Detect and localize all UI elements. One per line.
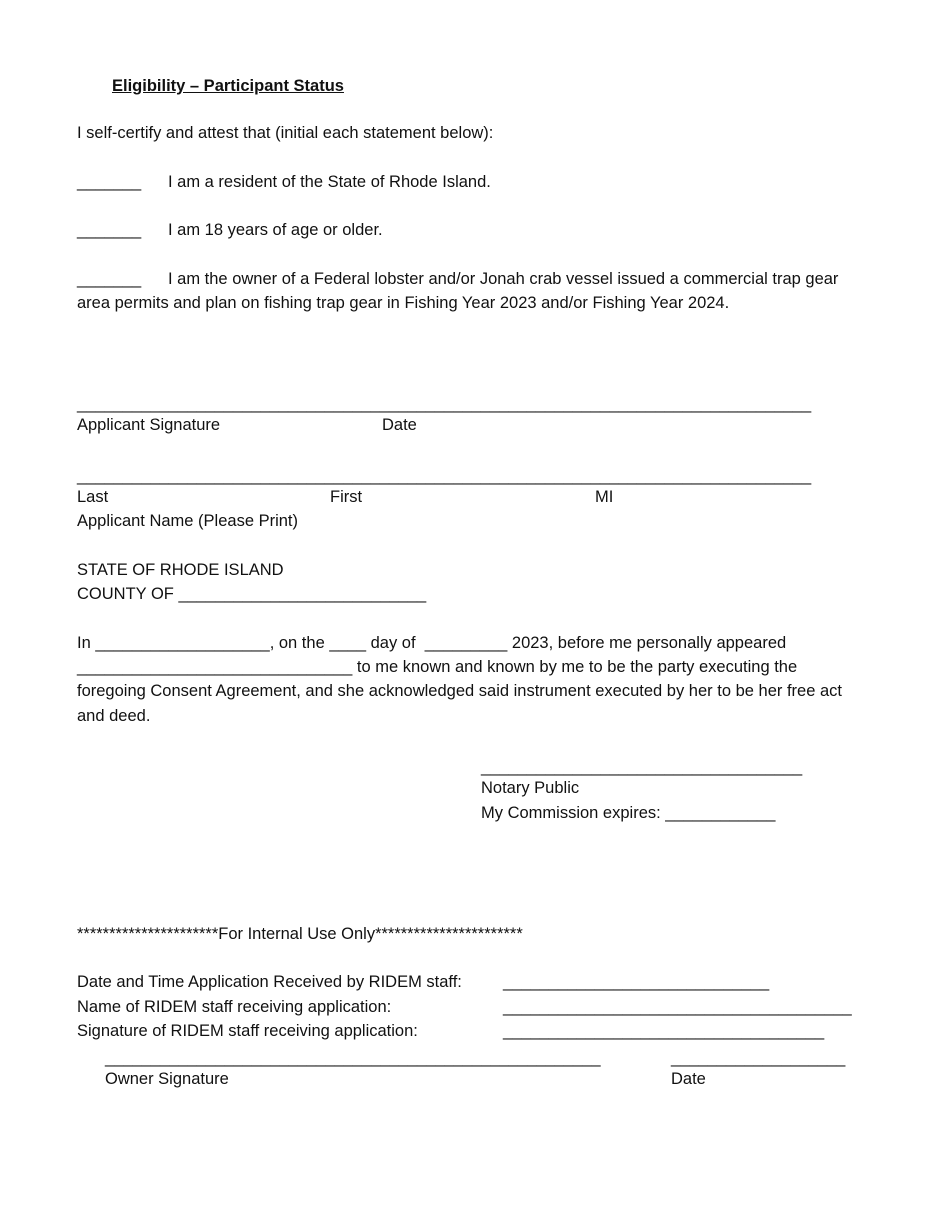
initial-blank-2: _______ [77, 221, 142, 239]
notary-signature-line: ___________________________________ [481, 758, 803, 776]
statement-3-line-1: I am the owner of a Federal lobster and/or Jonah crab vessel issued a commercial trap gear [168, 270, 839, 288]
commission-expires-label: My Commission expires: ____________ [481, 804, 776, 822]
applicant-name-label: Applicant Name (Please Print) [77, 512, 299, 530]
owner-date-line: ___________________ [671, 1049, 846, 1067]
owner-signature-label: Owner Signature [105, 1070, 229, 1088]
initial-blank-3: _______ [77, 270, 142, 288]
notary-text-line-2: ______________________________ to me known and known by me to be the party executing the [77, 658, 798, 676]
date-label: Date [382, 416, 417, 434]
statement-2: I am 18 years of age or older. [168, 221, 383, 239]
owner-signature-line: ______________________________________________________ [105, 1049, 601, 1067]
initial-blank-1: _______ [77, 173, 142, 191]
last-label: Last [77, 488, 109, 506]
staff-field-label-signature: Signature of RIDEM staff receiving application: [77, 1022, 418, 1040]
notary-text-line-1: In ___________________, on the ____ day of _________ 2023, before me personally appeared [77, 634, 787, 652]
statement-3-line-2: area permits and plan on fishing trap gear in Fishing Year 2023 and/or Fishing Year 2024. [77, 294, 730, 312]
applicant-signature-line: ________________________________________________________________________________ [77, 395, 812, 413]
staff-field-line-signature: ___________________________________ [503, 1022, 825, 1040]
staff-field-label-received: Date and Time Application Received by RIDEM staff: [77, 973, 462, 991]
applicant-name-line: ________________________________________________________________________________ [77, 467, 812, 485]
heading: Eligibility – Participant Status [112, 77, 344, 95]
first-label: First [330, 488, 363, 506]
owner-date-label: Date [671, 1070, 706, 1088]
statement-1: I am a resident of the State of Rhode Island. [168, 173, 491, 191]
notary-text-line-4: and deed. [77, 707, 151, 725]
county-line: COUNTY OF ___________________________ [77, 585, 427, 603]
state-line: STATE OF RHODE ISLAND [77, 561, 284, 579]
notary-public-label: Notary Public [481, 779, 580, 797]
internal-use-banner: **********************For Internal Use Only*********************** [77, 925, 523, 943]
applicant-signature-label: Applicant Signature [77, 416, 221, 434]
mi-label: MI [595, 488, 614, 506]
staff-field-line-received: _____________________________ [503, 973, 770, 991]
staff-field-line-name: ______________________________________ [503, 998, 852, 1016]
staff-field-label-name: Name of RIDEM staff receiving application: [77, 998, 392, 1016]
notary-text-line-3: foregoing Consent Agreement, and she acknowledged said instrument executed by her to be her free act [77, 682, 842, 700]
intro-text: I self-certify and attest that (initial each statement below): [77, 124, 494, 142]
